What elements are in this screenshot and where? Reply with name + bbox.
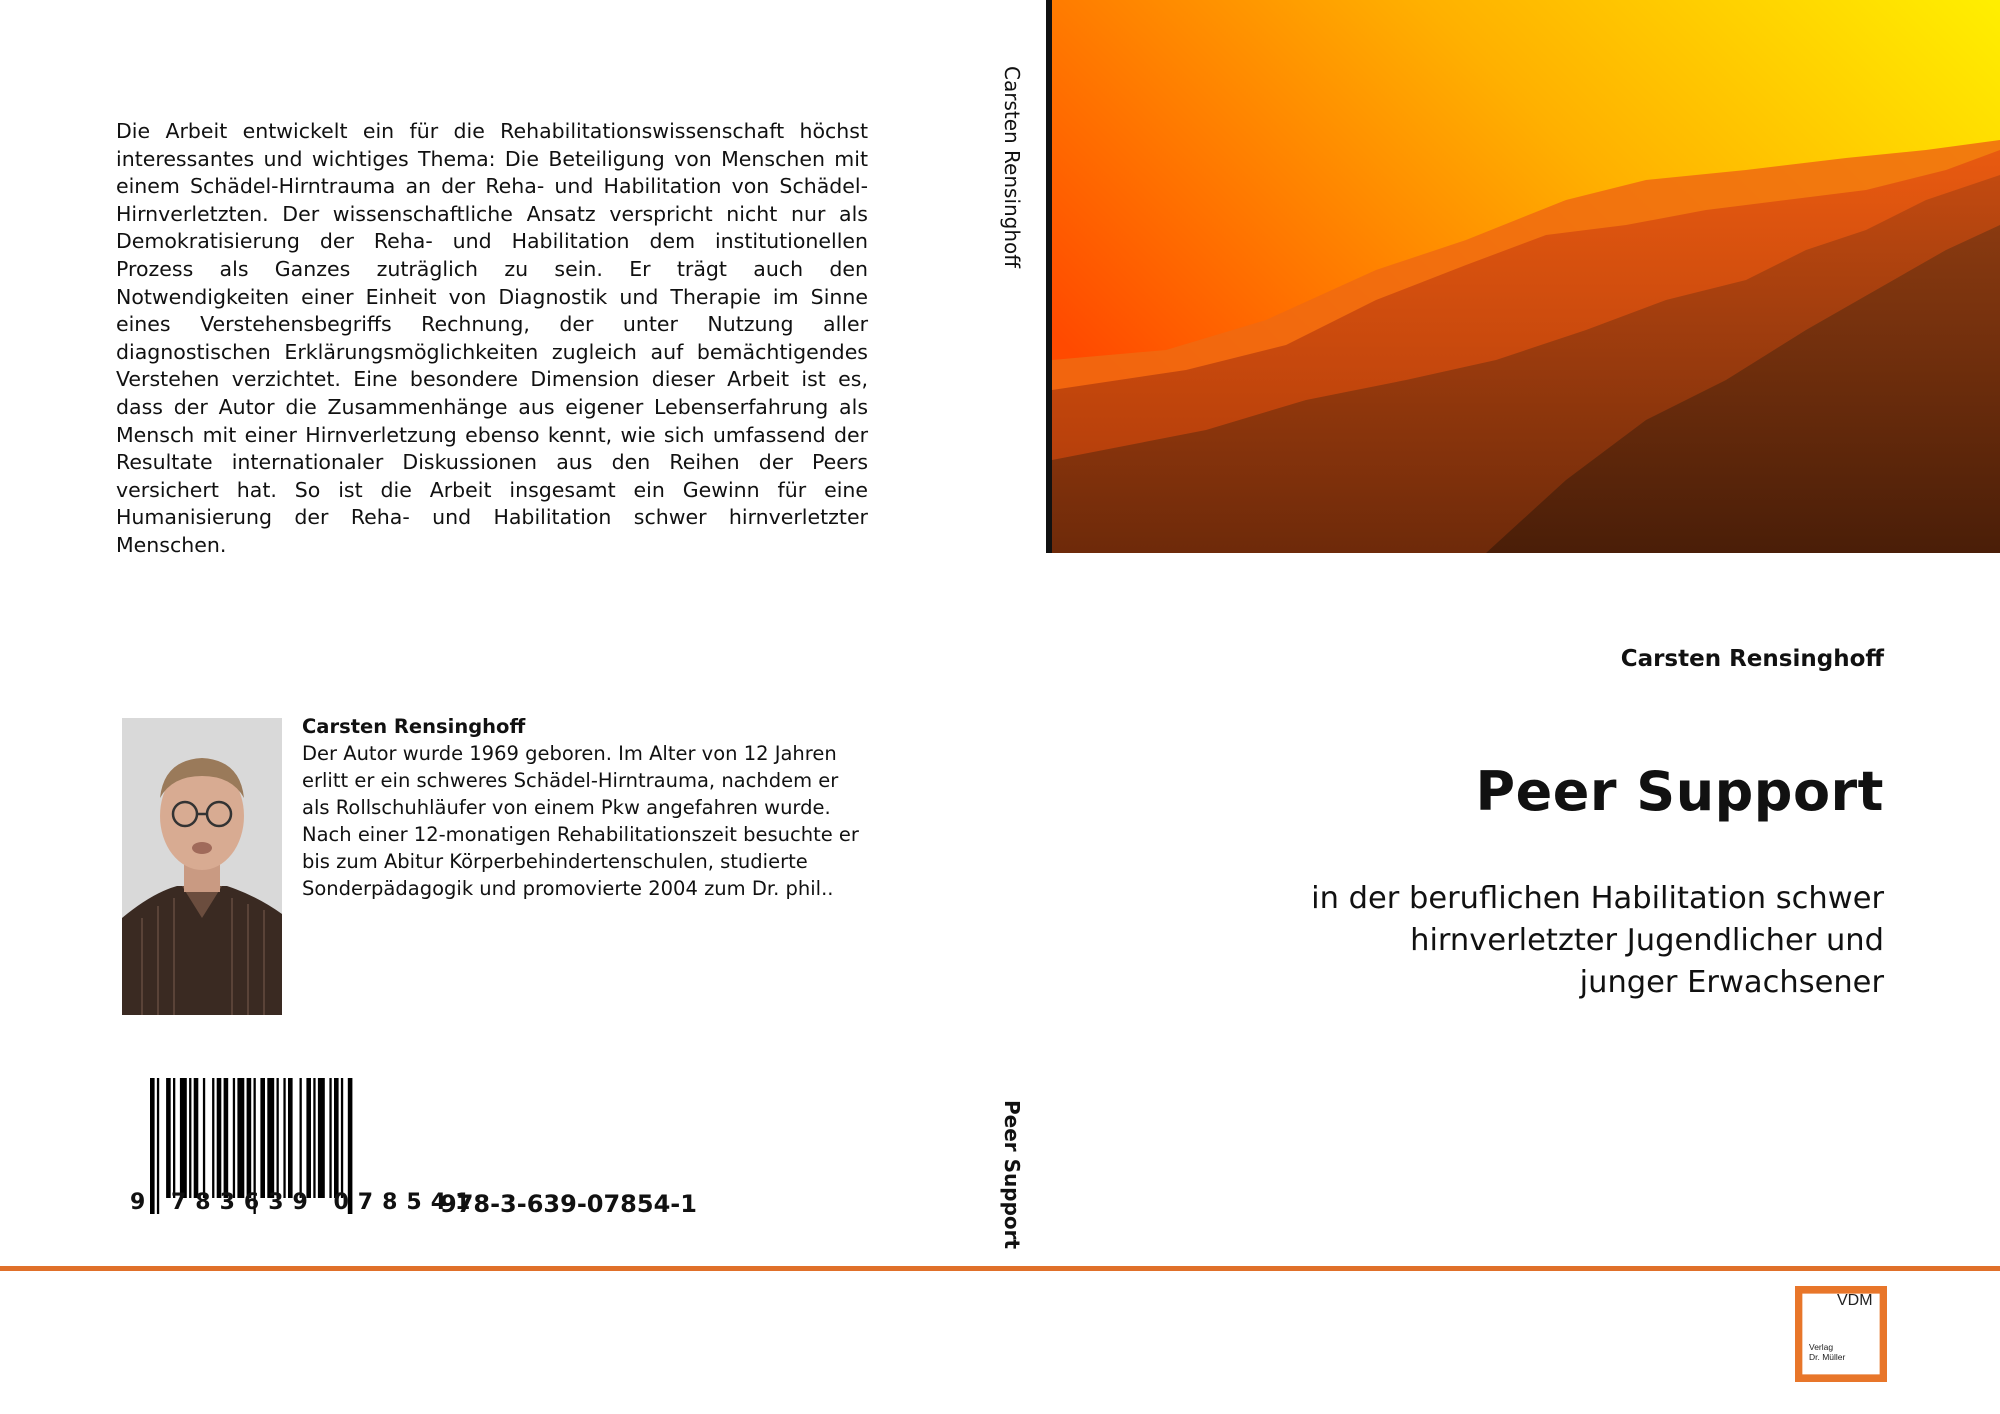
logo-imprint-line: Dr. Müller	[1809, 1352, 1846, 1362]
barcode-bar	[283, 1078, 285, 1198]
front-cover-author: Carsten Rensinghoff	[1620, 646, 1884, 672]
author-portrait	[122, 718, 282, 1015]
subtitle-line: hirnverletzter Jugendlicher und	[1410, 923, 1884, 958]
subtitle-line: in der beruflichen Habilitation schwer	[1311, 881, 1884, 916]
barcode-bar	[306, 1078, 311, 1198]
spine-author: Carsten Rensinghoff	[1000, 66, 1024, 269]
subtitle-line: junger Erwachsener	[1579, 965, 1884, 1000]
publisher-logo	[1795, 1286, 1887, 1382]
barcode-bar	[217, 1078, 222, 1198]
spine-title: Peer Support	[1000, 1100, 1024, 1250]
barcode-bar	[173, 1078, 175, 1198]
bio-author-name: Carsten Rensinghoff	[302, 715, 526, 738]
barcode-bar	[212, 1078, 214, 1198]
barcode-bar	[180, 1078, 187, 1198]
logo-imprint	[1809, 1342, 1845, 1362]
barcode-bar	[300, 1078, 302, 1198]
barcode-bar	[288, 1078, 293, 1198]
barcode-bar	[224, 1078, 229, 1198]
logo-imprint-line: Verlag	[1809, 1342, 1834, 1352]
barcode-bar	[233, 1078, 235, 1198]
barcode-bar	[194, 1078, 199, 1198]
orange-divider	[0, 1266, 2000, 1271]
barcode-bar	[334, 1078, 339, 1198]
barcode-bar	[267, 1078, 274, 1198]
barcode-bar	[329, 1078, 331, 1198]
isbn-number: 978-3-639-07854-1	[440, 1190, 697, 1218]
barcode-digits: 9 783639 078541	[130, 1190, 480, 1215]
back-cover-blurb: Die Arbeit entwickelt ein für die Rehabilitationswissenschaft höchst interessantes und wichtiges Thema: Die Beteiligung von Menschen mit einem Schädel-Hirntrauma an der Reha- und Habilitation von Schädel-Hirnverletzten. Der wissenschaftliche Ansatz verspricht nicht nur als Demokratisierung der Reha- und Habilitation dem institutionellen Prozess als Ganzes zuträglich zu sein. Er trägt auch den Notwendigkeiten einer Einheit von Diagnostik und Therapie im Sinne eines Verstehensbegriffs Rechnung, der unter Nutzung aller diagnostischen Erklärungsmöglichkeiten zugleich auf bemächtigendes Verstehen verzichtet. Eine besondere Dimension dieser Arbeit ist es, dass der Autor die Zusammenhänge aus eigener Lebenserfahrung als Mensch mit einer Hirnverletzung ebenso kennt, wie sich umfassend der Resultate internationaler Diskussionen aus den Reihen der Peers versichert hat. So ist die Arbeit insgesamt ein Gewinn für eine Humanisierung der Reha- und Habilitation schwer hirnverletzter Menschen.	[116, 119, 868, 557]
front-cover-title: Peer Support	[1475, 760, 1884, 823]
barcode-bar	[318, 1078, 325, 1198]
barcode-bar	[313, 1078, 315, 1198]
barcode-bar	[237, 1078, 244, 1198]
cover-photo-sunset-hills	[1046, 0, 2000, 553]
logo-vdm-text: VDM	[1837, 1292, 1873, 1309]
author-bio	[302, 713, 862, 902]
barcode-bar	[203, 1078, 205, 1198]
barcode-bar	[189, 1078, 191, 1198]
barcode-bar	[166, 1078, 171, 1198]
barcode-bar	[260, 1078, 265, 1198]
front-cover-subtitle	[1244, 878, 1884, 1004]
barcode-bar	[277, 1078, 279, 1198]
barcode-bar	[247, 1078, 252, 1198]
bio-text: Der Autor wurde 1969 geboren. Im Alter von 12 Jahren erlitt er ein schweres Schädel-Hirntrauma, nachdem er als Rollschuhläufer von einem Pkw angefahren wurde. Nach einer 12-monatigen Rehabilitationszeit besuchte er bis zum Abitur Körperbehindertenschulen, studierte Sonderpädagogik und promovierte 2004 zum Dr. phil..	[302, 742, 859, 900]
barcode-bar	[341, 1078, 343, 1198]
